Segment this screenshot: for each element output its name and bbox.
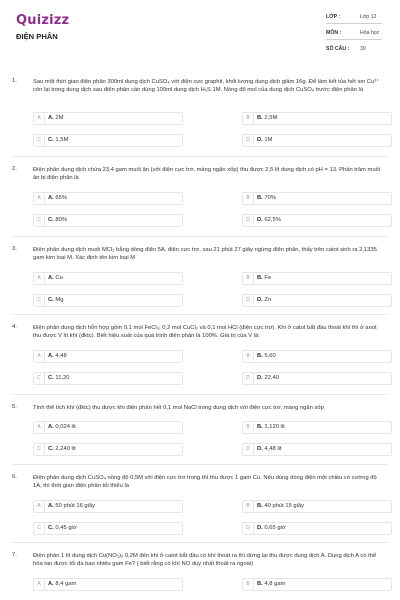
option-text: 4,48 lit: [262, 446, 282, 453]
option-letter: B: [243, 422, 254, 433]
option-prefix: D.: [257, 296, 263, 303]
option-letter: A: [34, 579, 45, 590]
option-letter: D: [243, 444, 254, 455]
meta-divider: [326, 39, 382, 40]
option-letter: A: [34, 501, 45, 512]
option-text: 1M: [262, 137, 273, 144]
option-letter: C: [34, 215, 45, 226]
option-label: [257, 193, 276, 204]
option-letter: B: [243, 113, 254, 124]
option-label: [257, 501, 304, 512]
answer-option-c[interactable]: [33, 294, 183, 307]
option-prefix: A.: [48, 274, 54, 281]
option-label: [257, 373, 279, 384]
option-prefix: D.: [257, 216, 263, 223]
question-number: 3.: [12, 246, 17, 252]
option-label: [48, 295, 63, 306]
question-number: 1.: [12, 78, 17, 84]
option-prefix: A.: [48, 115, 54, 122]
option-prefix: D.: [257, 524, 263, 531]
option-prefix: C.: [48, 296, 54, 303]
option-prefix: A.: [48, 424, 54, 431]
meta-label: LỚP :: [326, 14, 341, 20]
answer-option-d[interactable]: [242, 294, 392, 307]
answer-option-b[interactable]: [242, 272, 392, 285]
option-letter: B: [243, 273, 254, 284]
option-prefix: D.: [257, 446, 263, 453]
option-text: Cu: [53, 274, 63, 281]
answer-option-c[interactable]: [33, 443, 183, 456]
option-label: [257, 422, 285, 433]
question-divider: [12, 156, 388, 157]
option-text: 2,5M: [262, 115, 278, 122]
option-prefix: B.: [257, 352, 263, 359]
option-prefix: A.: [48, 502, 54, 509]
answer-option-c[interactable]: [33, 214, 183, 227]
option-text: 1,120 lit: [262, 424, 285, 431]
option-text: 4,8 gam: [262, 580, 286, 587]
option-prefix: B.: [257, 502, 263, 509]
option-letter: D: [243, 135, 254, 146]
option-label: [48, 273, 63, 284]
option-label: [48, 579, 76, 590]
option-text: 8,4 gam: [53, 580, 77, 587]
question-number: 4.: [12, 324, 17, 330]
meta-divider: [326, 23, 382, 24]
quizizz-logo: Quizizz: [16, 13, 70, 28]
option-letter: D: [243, 215, 254, 226]
option-label: [257, 579, 285, 590]
option-prefix: C.: [48, 446, 54, 453]
option-prefix: C.: [48, 137, 54, 144]
answer-option-d[interactable]: [242, 214, 392, 227]
option-label: [257, 523, 286, 534]
question-text: Điện phân dung dịch chứa 23,4 gam muối ăn (với điện cực trơ, màng ngăn xốp) thu được 2,5 lít dung dịch có pH = 13. Phần trăm muối ăn bị điện phân là: [33, 167, 381, 182]
option-label: [48, 523, 77, 534]
option-letter: B: [243, 501, 254, 512]
question-divider: [12, 542, 388, 543]
question-text: Điện phân dung dịch hỗn hợp gồm 0,1 mol FeCl₃; 0,2 mol CuCl₂ và 0,1 mol HCl (điện cực trơ). Khi ở catot bắt đầu thoát khí thì ở anot thu được V lít khí (đktc). Biết hiệu suất của quá trình điện phân là 100%. Giá trị của V là:: [33, 325, 377, 340]
option-letter: A: [34, 113, 45, 124]
answer-option-a[interactable]: [33, 272, 183, 285]
option-label: [257, 273, 271, 284]
option-text: 0,45 giờ: [53, 524, 77, 531]
option-prefix: B.: [257, 194, 263, 201]
option-text: Fe: [262, 274, 272, 281]
meta-label: SỐ CÂU :: [326, 46, 350, 52]
answer-option-b[interactable]: [242, 500, 392, 513]
option-prefix: C.: [48, 374, 54, 381]
option-letter: C: [34, 295, 45, 306]
question-number: 6.: [12, 474, 17, 480]
option-prefix: B.: [257, 580, 263, 587]
option-label: [48, 215, 67, 226]
option-letter: A: [34, 273, 45, 284]
option-text: 0,65 giờ: [262, 524, 286, 531]
answer-option-a[interactable]: [33, 350, 183, 363]
option-label: [257, 444, 282, 455]
answer-option-a[interactable]: [33, 421, 183, 434]
answer-option-d[interactable]: [242, 443, 392, 456]
question-divider: [12, 236, 388, 237]
answer-option-c[interactable]: [33, 134, 183, 147]
option-letter: C: [34, 444, 45, 455]
option-label: [48, 351, 67, 362]
option-text: 22,40: [262, 374, 279, 381]
option-prefix: C.: [48, 524, 54, 531]
option-letter: C: [34, 523, 45, 534]
option-letter: D: [243, 295, 254, 306]
option-label: [48, 113, 63, 124]
option-label: [257, 351, 276, 362]
option-letter: C: [34, 373, 45, 384]
answer-option-c[interactable]: [33, 522, 183, 535]
option-text: 4,48: [53, 352, 67, 359]
option-letter: B: [243, 193, 254, 204]
option-text: 1,5M: [53, 137, 69, 144]
option-label: [48, 422, 76, 433]
question-text: Tính thể tích khí (đktc) thu được khi điện phân hết 0,1 mol NaCl trong dung dịch với điện cực trơ, màng ngăn xốp: [33, 405, 324, 411]
option-label: [257, 113, 277, 124]
option-text: 70%: [262, 194, 277, 201]
option-text: 80%: [53, 216, 68, 223]
option-label: [48, 193, 67, 204]
answer-option-d[interactable]: [242, 134, 392, 147]
option-label: [257, 295, 271, 306]
option-prefix: A.: [48, 580, 54, 587]
option-letter: A: [34, 193, 45, 204]
option-label: [48, 373, 70, 384]
option-letter: B: [243, 579, 254, 590]
question-text: Điện phân 1 lít dung dịch Cu(NO₃)₂ 0,2M đến khi ở catot bắt đầu có khí thoát ra thì dừng lại thu được dung dịch A. Dung dịch A có thể hòa tan được tối đa bao nhiêu gam Fe? ( biết rằng có khí NO duy nhất thoát ra ngoài): [33, 553, 377, 568]
option-text: 5,60: [262, 352, 276, 359]
question-divider: [12, 394, 388, 395]
answer-option-d[interactable]: [242, 522, 392, 535]
document-title: ĐIỆN PHÂN: [16, 32, 58, 41]
option-label: [48, 501, 95, 512]
answer-option-d[interactable]: [242, 372, 392, 385]
question-number: 5.: [12, 404, 17, 410]
option-prefix: C.: [48, 216, 54, 223]
answer-option-b[interactable]: [242, 112, 392, 125]
meta-label: MÔN :: [326, 30, 342, 36]
option-label: [48, 444, 76, 455]
option-prefix: B.: [257, 424, 263, 431]
answer-option-b[interactable]: [242, 421, 392, 434]
option-letter: D: [243, 373, 254, 384]
question-text: Điện phân dung dịch CuSO₄ nồng độ 0,5M với điện cực trơ trong thì thu được 1 gam Cu. Nếu dùng dòng điện một chiều có cường độ 1A, thì thời gian điện phân tối thiểu là: [33, 475, 377, 490]
option-letter: B: [243, 351, 254, 362]
question-text: Sau một thời gian điện phân 300ml dung dịch CuSO₄ với điện cực graphit, khối lượng dung dịch giảm 16g. Để làm kết tủa hết ion Cu²⁺ còn lại trong dung dịch sau điện phân cần dùng 100ml dung dịch H₂S 1M. Nồng độ mol của dung dịch CuSO₄ trước điện phân là: [33, 79, 380, 94]
option-prefix: D.: [257, 137, 263, 144]
question-number: 7.: [12, 552, 17, 558]
option-label: [48, 135, 68, 146]
option-text: 2M: [53, 115, 64, 122]
option-prefix: B.: [257, 274, 263, 281]
option-letter: D: [243, 523, 254, 534]
meta-value: Hóa học: [360, 30, 380, 36]
question-number: 2.: [12, 166, 17, 172]
option-letter: A: [34, 351, 45, 362]
option-label: [257, 215, 281, 226]
option-letter: A: [34, 422, 45, 433]
option-text: 40 phút 15 giây: [262, 502, 305, 509]
answer-option-b[interactable]: [242, 350, 392, 363]
option-text: 11,20: [53, 374, 70, 381]
option-prefix: A.: [48, 352, 54, 359]
option-prefix: D.: [257, 374, 263, 381]
option-letter: C: [34, 135, 45, 146]
answer-option-a[interactable]: [33, 500, 183, 513]
meta-value: Lớp 12: [360, 14, 377, 20]
option-label: [257, 135, 272, 146]
meta-value: 30: [360, 46, 366, 52]
answer-option-c[interactable]: [33, 372, 183, 385]
option-text: Mg: [53, 296, 64, 303]
question-divider: [12, 464, 388, 465]
header: [0, 0, 400, 62]
answer-option-a[interactable]: [33, 578, 183, 591]
option-prefix: A.: [48, 194, 54, 201]
option-prefix: B.: [257, 115, 263, 122]
answer-option-b[interactable]: [242, 192, 392, 205]
answer-option-b[interactable]: [242, 578, 392, 591]
option-text: 62,5%: [262, 216, 281, 223]
option-text: 2,240 lit: [53, 446, 76, 453]
answer-option-a[interactable]: [33, 192, 183, 205]
question-text: Điện phân dung dịch muối MCl₂ bằng dòng điện 5A, điện cực trơ, sau 21 phút 27 giây ngừng điện phân, thấy trên catot sinh ra 2,1335 gam kim loại M. Xác định tên kim loại M: [33, 247, 377, 262]
option-text: 50 phút 16 giây: [53, 502, 96, 509]
question-divider: [12, 314, 388, 315]
option-text: 65%: [53, 194, 68, 201]
option-text: 0,024 lit: [53, 424, 76, 431]
answer-option-a[interactable]: [33, 112, 183, 125]
option-text: Zn: [262, 296, 272, 303]
